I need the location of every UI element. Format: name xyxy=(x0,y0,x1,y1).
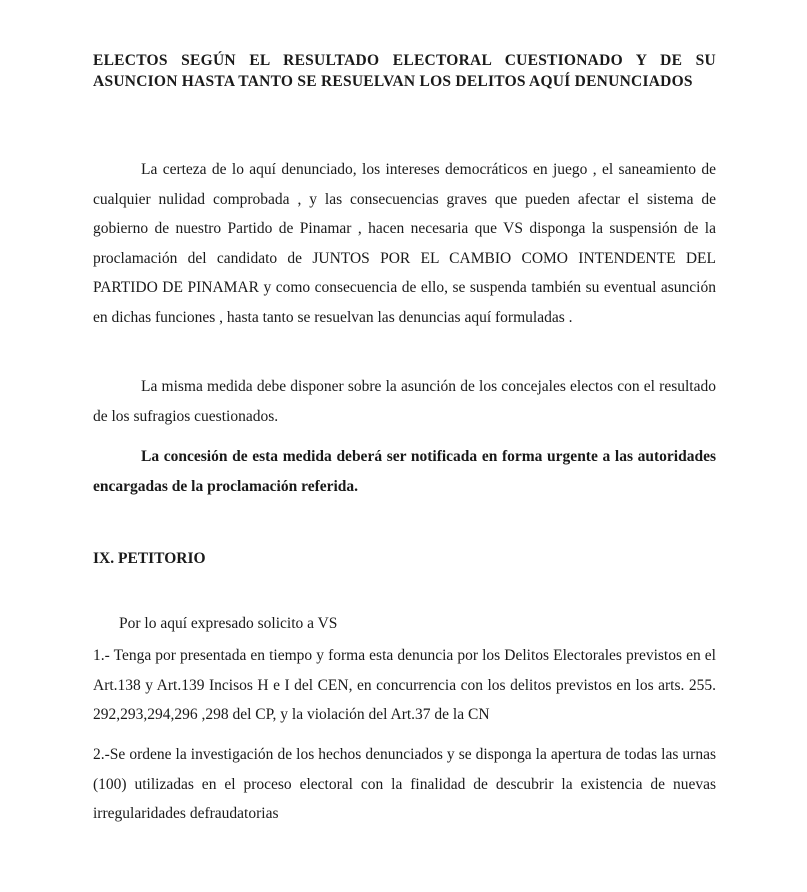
petitorio-item-2: 2.-Se ordene la investigación de los hechos denunciados y se disponga la apertura de todas las urnas (100) utilizadas en el proceso electoral con la finalidad de descubrir la existencia de nuevas irregularidades defraudatorias xyxy=(93,746,716,822)
section-heading: ELECTOS SEGÚN EL RESULTADO ELECTORAL CUESTIONADO Y DE SU ASUNCION HASTA TANTO SE RESUELVAN LOS DELITOS AQUÍ DENUNCIADOS xyxy=(93,52,716,90)
paragraph-concejales: La misma medida debe disponer sobre la asunción de los concejales electos con el resultado de los sufragios cuestionados. xyxy=(93,378,716,425)
section-title-petitorio: IX. PETITORIO xyxy=(93,550,206,567)
paragraph-notificacion: La concesión de esta medida deberá ser notificada en forma urgente a las autoridades encargadas de la proclamación referida. xyxy=(93,448,716,495)
petitorio-intro: Por lo aquí expresado solicito a VS xyxy=(119,615,338,632)
paragraph-certeza: La certeza de lo aquí denunciado, los intereses democráticos en juego , el saneamiento de cualquier nulidad comprobada , y las consecuencias graves que pueden afectar el sistema de gobierno de nuestro Partido de Pinamar , hacen necesaria que VS disponga la suspensión de la proclamación del candidato de JUNTOS POR EL CAMBIO COMO INTENDENTE DEL PARTIDO DE PINAMAR y como consecuencia de ello, se suspenda también su eventual asunción en dichas funciones , hasta tanto se resuelvan las denuncias aquí formuladas . xyxy=(93,161,716,326)
petitorio-item-1: 1.- Tenga por presentada en tiempo y forma esta denuncia por los Delitos Electorales previstos en el Art.138 y Art.139 Incisos H e I del CEN, en concurrencia con los delitos previstos en los arts. 255. 292,293,294,296 ,298 del CP, y la violación del Art.37 de la CN xyxy=(93,647,716,723)
